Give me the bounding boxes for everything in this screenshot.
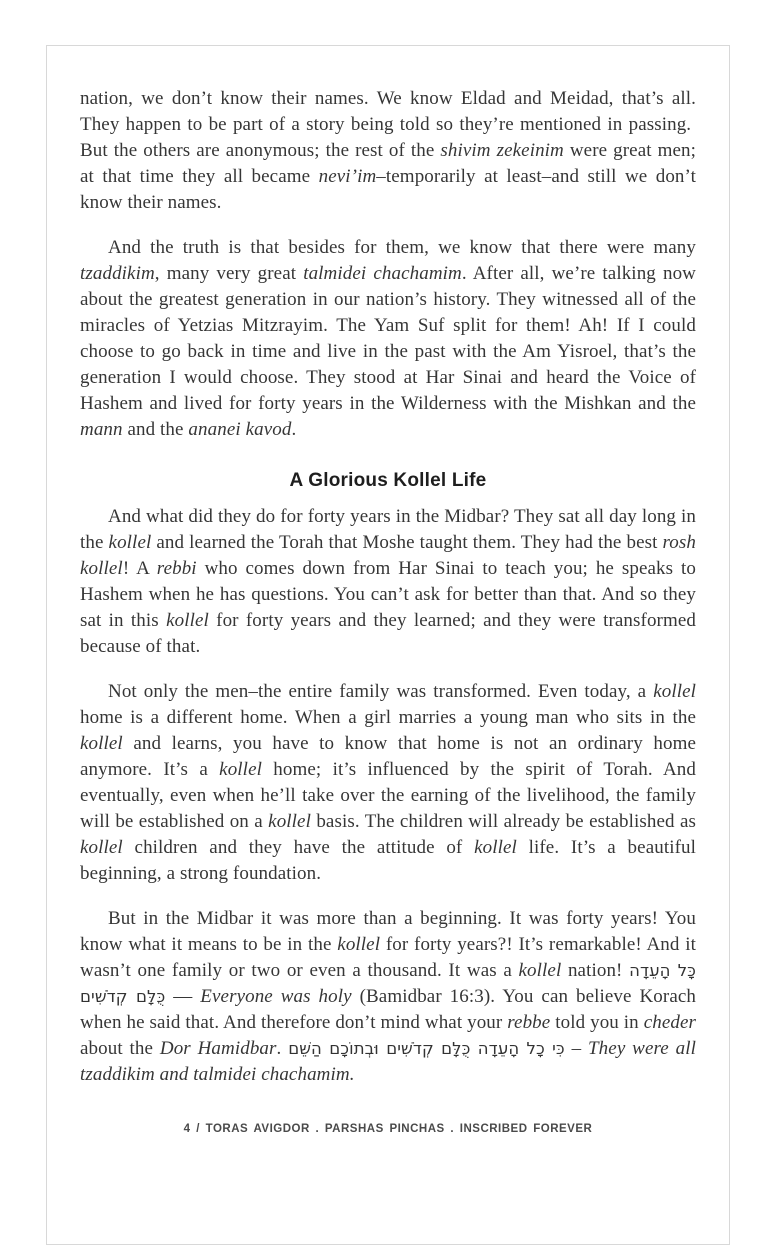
paragraph: [80, 906, 696, 1088]
italic-text-run: nevi’im: [318, 166, 377, 187]
italic-text-run: kollel: [80, 733, 123, 754]
text-run: –: [564, 1038, 589, 1059]
text-run: home; it’s influenced by the spirit of Torah. And eventually, even when he’ll take over the earning of the livelihood, the family will be established on a: [80, 759, 696, 832]
text-run: and learns, you have to know that home is not an ordinary home anymore. It’s a: [80, 733, 696, 780]
text-run: . After all, we’re talking now about the greatest generation in our nation’s history. They witnessed all of the miracles of Yetzias Mitzrayim. The Yam Suf split for them! Ah! If I could choose to go back in time and live in the past with the Am Yisroel, that’s the generation I would choose. They stood at Har Sinai and heard the Voice of Hashem and lived for forty years in the Wilderness with the Mishkan and the: [80, 263, 696, 414]
italic-text-run: rebbe: [507, 1012, 551, 1033]
paragraph: [80, 679, 696, 887]
text-run: and learned the Torah that Moshe taught them. They had the best: [151, 532, 663, 553]
italic-text-run: Dor Hamidbar: [159, 1038, 277, 1059]
body-text: [47, 46, 729, 1088]
text-run: nation!: [561, 960, 630, 981]
text-run: .: [291, 419, 297, 440]
italic-text-run: kollel: [80, 837, 123, 858]
hebrew-text-run: כָּל הָעֵדָה כֻּלָּם קְדֹשִׁים: [80, 961, 696, 1006]
text-run: told you in: [550, 1012, 644, 1033]
text-run: –temporarily at least–and still we don’t know their names.: [80, 166, 696, 213]
text-run: And the truth is that besides for them, we know that there were many: [108, 237, 696, 258]
document-page: [46, 45, 730, 1245]
text-run: home is a different home. When a girl marries a young man who sits in the: [80, 707, 696, 728]
italic-text-run: kollel: [268, 811, 311, 832]
text-run: But in the Midbar it was more than a beginning. It was forty years! You know what it means to be in the: [80, 908, 696, 955]
italic-text-run: kollel: [518, 960, 562, 981]
text-run: ! A: [122, 558, 157, 579]
text-run: children and they have the attitude of: [122, 837, 475, 858]
italic-text-run: Everyone was holy: [200, 986, 352, 1007]
italic-text-run: kollel: [166, 610, 209, 631]
italic-text-run: talmidei chachamim: [303, 263, 462, 284]
text-run: for forty years?! It’s remarkable! And it wasn’t one family or two or even a thousand. It was a: [80, 934, 696, 981]
text-run: .: [276, 1038, 289, 1059]
section-heading: A Glorious Kollel Life: [289, 470, 487, 491]
page-footer: 4 / TORAS AVIGDOR . PARSHAS PINCHAS . INSCRIBED FOREVER: [183, 1123, 593, 1135]
paragraph: [80, 86, 696, 216]
italic-text-run: kollel: [108, 532, 152, 553]
text-run: , many very great: [154, 263, 304, 284]
italic-text-run: mann: [80, 419, 123, 440]
italic-text-run: rosh kollel: [80, 532, 696, 579]
italic-text-run: kollel: [474, 837, 517, 858]
italic-text-run: shivim zekeinim: [440, 140, 564, 161]
text-run: were great men; at that time they all became: [80, 140, 696, 187]
text-run: (Bamidbar 16:3). You can believe Korach when he said that. And therefore don’t mind what your: [80, 986, 696, 1033]
italic-text-run: tzaddikim: [80, 263, 155, 284]
text-run: about the: [80, 1038, 160, 1059]
text-run: basis. The children will already be established as: [310, 811, 696, 832]
text-run: —: [165, 986, 201, 1007]
italic-text-run: They were all tzaddikim and talmidei chachamim.: [80, 1038, 696, 1085]
italic-text-run: kollel: [219, 759, 262, 780]
italic-text-run: cheder: [643, 1012, 696, 1033]
hebrew-text-run: כִּי כָל הָעֵדָה כֻּלָּם קְדֹשִׁים וּבְתוֹכָם הַשֵּׁם: [288, 1039, 565, 1058]
italic-text-run: kollel: [653, 681, 696, 702]
text-run: for forty years and they learned; and they were transformed because of that.: [80, 610, 696, 657]
italic-text-run: rebbi: [156, 558, 197, 579]
paragraph: [80, 235, 696, 443]
text-run: who comes down from Har Sinai to teach you; he speaks to Hashem when he has questions. You can’t ask for better than that. And so they sat in this: [80, 558, 696, 631]
italic-text-run: kollel: [337, 934, 381, 955]
text-run: and the: [122, 419, 189, 440]
italic-text-run: ananei kavod: [188, 419, 292, 440]
text-run: nation, we don’t know their names. We know Eldad and Meidad, that’s all. They happen to be part of a story being told so they’re mentioned in passing. But the others are anonymous; the rest of the: [80, 88, 696, 161]
text-run: life. It’s a beautiful beginning, a strong foundation.: [80, 837, 696, 884]
text-run: And what did they do for forty years in the Midbar? They sat all day long in the: [80, 506, 696, 553]
paragraph: [80, 504, 696, 660]
text-run: Not only the men–the entire family was transformed. Even today, a: [108, 681, 654, 702]
